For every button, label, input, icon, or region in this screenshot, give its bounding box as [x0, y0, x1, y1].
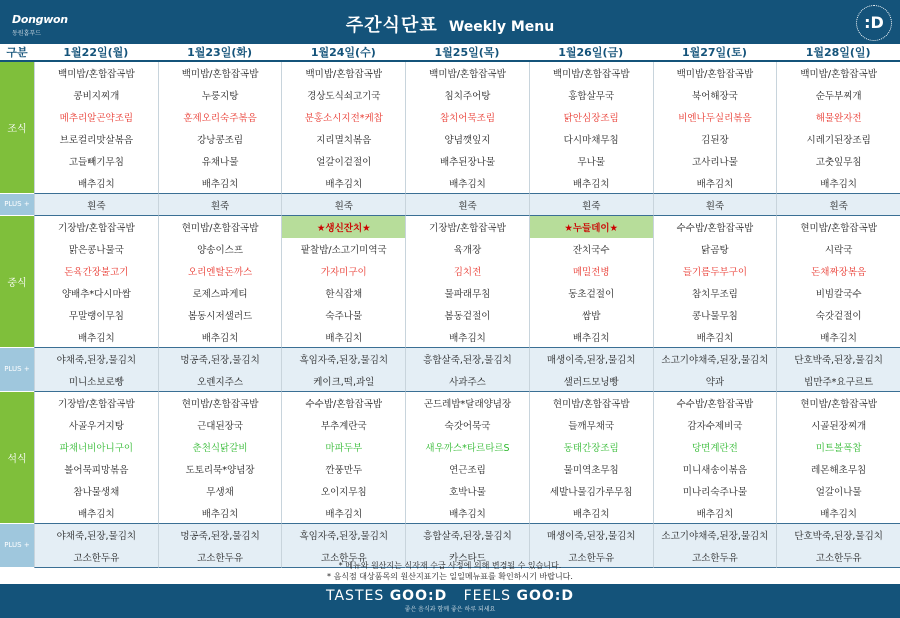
menu-item: 백미밥/혼합잡곡밥: [158, 62, 282, 84]
menu-item: 미니소보로빵: [34, 370, 158, 392]
menu-item: 맑은콩나물국: [34, 238, 158, 260]
slogan-word: GOO:D: [389, 588, 448, 604]
menu-item: 흰죽: [158, 194, 282, 216]
menu-item: 배추김치: [281, 502, 405, 524]
menu-item: 브로컬리맛살볶음: [34, 128, 158, 150]
menu-item: 양념깻잎지: [405, 128, 529, 150]
menu-item: 배추김치: [158, 326, 282, 348]
menu-item: 순두부찌개: [776, 84, 900, 106]
menu-item: 수수밥/혼합잡곡밥: [281, 392, 405, 414]
menu-table: [0, 44, 900, 562]
menu-item: 배추김치: [653, 172, 777, 194]
menu-item: 배추김치: [405, 326, 529, 348]
menu-item: 수수밥/혼합잡곡밥: [653, 216, 777, 238]
menu-item: ★누들데이★: [529, 216, 653, 238]
menu-item: 곤드레밥*달래양념장: [405, 392, 529, 414]
menu-item: 배추김치: [34, 502, 158, 524]
menu-item: 깐풍만두: [281, 458, 405, 480]
menu-item: 백미밥/혼합잡곡밥: [653, 62, 777, 84]
menu-item: 고소한두유: [529, 546, 653, 568]
menu-item: 흰죽: [405, 194, 529, 216]
menu-item: 멍공죽,된장,물김치: [158, 524, 282, 546]
note-line: * 메뉴와 원산지는 식자재 수급 사정에 의해 변경될 수 있습니다.: [338, 561, 562, 570]
menu-item: 고소한두유: [653, 546, 777, 568]
menu-item: 얼갈이겉절이: [281, 150, 405, 172]
menu-item: 배추김치: [529, 502, 653, 524]
menu-item: 카스타드: [405, 546, 529, 568]
menu-item: 김된장: [653, 128, 777, 150]
menu-item: 수수밥/혼합잡곡밥: [653, 392, 777, 414]
menu-item: 양송이스프: [158, 238, 282, 260]
menu-item: 기장밥/혼합잡곡밥: [34, 392, 158, 414]
menu-item: 경상도식쇠고기국: [281, 84, 405, 106]
menu-item: 미나리숙주나물: [653, 480, 777, 502]
menu-item: 닭안심장조림: [529, 106, 653, 128]
menu-item: 가자미구이: [281, 260, 405, 282]
plus-label: PLUS +: [0, 348, 34, 392]
menu-item: 비빔칼국수: [776, 282, 900, 304]
menu-item: 배추김치: [405, 172, 529, 194]
menu-item: 배추김치: [776, 172, 900, 194]
menu-item: 메밀전병: [529, 260, 653, 282]
menu-item: 배추김치: [653, 502, 777, 524]
brand-sub: 동원홈푸드: [12, 30, 41, 37]
menu-item: 시레기된장조림: [776, 128, 900, 150]
menu-item: 배추김치: [158, 502, 282, 524]
menu-item: 닭곰탕: [653, 238, 777, 260]
good-badge-icon: :D: [856, 5, 892, 41]
menu-item: 흰죽: [653, 194, 777, 216]
menu-item: 흑임자죽,된장,물김치: [281, 524, 405, 546]
menu-item: 훈제오리숙주볶음: [158, 106, 282, 128]
menu-item: 사골우거지탕: [34, 414, 158, 436]
menu-item: 사과주스: [405, 370, 529, 392]
menu-item: 숙갓겉절이: [776, 304, 900, 326]
menu-item: 팥찰밥/소고기미역국: [281, 238, 405, 260]
day-header: 1월25일(목): [405, 44, 529, 62]
menu-item: 빕만주*요구르트: [776, 370, 900, 392]
menu-item: 배추김치: [776, 326, 900, 348]
menu-item: 참나물생채: [34, 480, 158, 502]
menu-item: 기장밥/혼합잡곡밥: [34, 216, 158, 238]
menu-item: 백미밥/혼합잡곡밥: [776, 62, 900, 84]
menu-item: 흥합살죽,된장,물김치: [405, 348, 529, 370]
menu-item: 배추김치: [653, 326, 777, 348]
slogan-sub: 좋은 음식과 함께 좋은 하루 되세요: [404, 606, 496, 613]
menu-item: 고들빼기무침: [34, 150, 158, 172]
brand-name: Dongwon: [12, 13, 68, 26]
menu-item: 현미밥/혼합잡곡밥: [158, 392, 282, 414]
notes: [0, 560, 900, 582]
menu-item: 물미역초무침: [529, 458, 653, 480]
menu-item: 배추김치: [34, 172, 158, 194]
meal-label: 조식: [0, 62, 34, 194]
menu-item: 배추김치: [776, 502, 900, 524]
menu-item: 흰죽: [281, 194, 405, 216]
menu-item: 참치어묵조림: [405, 106, 529, 128]
menu-item: 숙갓어묵국: [405, 414, 529, 436]
menu-item: 흑임자죽,된장,물김치: [281, 348, 405, 370]
note-line: * 음식점 대상품목의 원산지표기는 일일메뉴표를 확인하시기 바랍니다.: [327, 572, 573, 581]
menu-item: 메추리알곤약조림: [34, 106, 158, 128]
menu-item: 물파래무침: [405, 282, 529, 304]
menu-item: 단호박죽,된장,물김치: [776, 524, 900, 546]
menu-item: 미니새송이볶음: [653, 458, 777, 480]
menu-item: 부추계란국: [281, 414, 405, 436]
menu-item: 배추김치: [158, 172, 282, 194]
menu-item: 호박나물: [405, 480, 529, 502]
menu-item: 콩나물무침: [653, 304, 777, 326]
plus-label: PLUS +: [0, 194, 34, 216]
plus-label: PLUS +: [0, 524, 34, 568]
menu-item: 콩비지찌개: [34, 84, 158, 106]
menu-item: 도토리묵*양념장: [158, 458, 282, 480]
menu-item: 침치주어탕: [405, 84, 529, 106]
menu-item: 들깨무채국: [529, 414, 653, 436]
slogan-word: GOO:D: [516, 588, 574, 604]
slogan: [0, 584, 900, 604]
slogan-word: TASTES: [326, 588, 385, 604]
day-header: 1월26일(금): [529, 44, 653, 62]
menu-item: 참치무조림: [653, 282, 777, 304]
menu-item: 흰죽: [776, 194, 900, 216]
menu-item: 고소한두유: [34, 546, 158, 568]
menu-item: 동초겉절이: [529, 282, 653, 304]
menu-item: 볼어묵피망볶음: [34, 458, 158, 480]
menu-item: 마파두부: [281, 436, 405, 458]
menu-item: 얼갈이나물: [776, 480, 900, 502]
header-bar: [0, 0, 900, 44]
day-header: 1월23일(화): [158, 44, 282, 62]
menu-item: 소고기야채죽,된장,물김치: [653, 524, 777, 546]
menu-item: 흰죽: [529, 194, 653, 216]
menu-item: 시락국: [776, 238, 900, 260]
menu-item: 배추김치: [281, 172, 405, 194]
menu-item: 무말랭이무침: [34, 304, 158, 326]
menu-item: 배추김치: [281, 326, 405, 348]
menu-item: 근대된장국: [158, 414, 282, 436]
menu-item: 지리멸치볶음: [281, 128, 405, 150]
menu-item: 새우까스*타르타르S: [405, 436, 529, 458]
menu-item: 현미밥/혼합잡곡밥: [158, 216, 282, 238]
menu-item: 현미밥/혼합잡곡밥: [776, 216, 900, 238]
menu-item: 비엔나두실리볶음: [653, 106, 777, 128]
menu-item: 백미밥/혼합잡곡밥: [34, 62, 158, 84]
menu-item: 양배추*다시마쌈: [34, 282, 158, 304]
page-title: [0, 11, 900, 37]
menu-item: 강낭콩조림: [158, 128, 282, 150]
menu-item: 쌈밥: [529, 304, 653, 326]
menu-item: 매생이죽,된장,물김치: [529, 348, 653, 370]
category-header: 구분: [0, 44, 34, 62]
menu-item: 동태간장조림: [529, 436, 653, 458]
menu-item: 파채너비아니구이: [34, 436, 158, 458]
menu-item: 육개장: [405, 238, 529, 260]
menu-item: 야채죽,된장,물김치: [34, 524, 158, 546]
menu-item: 시골된장찌개: [776, 414, 900, 436]
menu-item: 무나물: [529, 150, 653, 172]
menu-item: 흰죽: [34, 194, 158, 216]
meal-label: 중식: [0, 216, 34, 348]
menu-item: 로제스파게티: [158, 282, 282, 304]
menu-item: 백미밥/혼합잡곡밥: [405, 62, 529, 84]
day-header: 1월24일(수): [281, 44, 405, 62]
menu-item: 멍공죽,된장,물김치: [158, 348, 282, 370]
day-header: 1월28일(일): [776, 44, 900, 62]
menu-item: 고춧잎무침: [776, 150, 900, 172]
slogan-word: FEELS: [463, 588, 511, 604]
meal-label: 석식: [0, 392, 34, 524]
menu-item: 케이크,떡,과일: [281, 370, 405, 392]
menu-item: 한식잡채: [281, 282, 405, 304]
menu-item: 야채죽,된장,물김치: [34, 348, 158, 370]
menu-item: 들기름두부구이: [653, 260, 777, 282]
menu-item: 누룽지탕: [158, 84, 282, 106]
menu-item: 잔치국수: [529, 238, 653, 260]
menu-item: 배추김치: [529, 326, 653, 348]
menu-item: 레몬해초무침: [776, 458, 900, 480]
menu-item: 오이지무침: [281, 480, 405, 502]
menu-item: 분홍소시지전*케찹: [281, 106, 405, 128]
menu-item: 고소한두유: [158, 546, 282, 568]
menu-item: 김치전: [405, 260, 529, 282]
menu-item: 돈육간장불고기: [34, 260, 158, 282]
menu-item: 단호박죽,된장,물김치: [776, 348, 900, 370]
menu-item: 배추김치: [405, 502, 529, 524]
menu-item: 약과: [653, 370, 777, 392]
menu-item: 고사리나물: [653, 150, 777, 172]
menu-item: 배추김치: [34, 326, 158, 348]
menu-item: 미트볼폭찹: [776, 436, 900, 458]
menu-item: 당면계란전: [653, 436, 777, 458]
menu-item: 고소한두유: [776, 546, 900, 568]
menu-item: 유채나물: [158, 150, 282, 172]
menu-item: 현미밥/혼합잡곡밥: [529, 392, 653, 414]
menu-item: 숙주나물: [281, 304, 405, 326]
menu-item: 해물완자전: [776, 106, 900, 128]
menu-item: 홍합살무국: [529, 84, 653, 106]
menu-item: 현미밥/혼합잡곡밥: [776, 392, 900, 414]
menu-item: 감자수제비국: [653, 414, 777, 436]
menu-item: 춘천식닭갈비: [158, 436, 282, 458]
menu-item: 무생채: [158, 480, 282, 502]
menu-item: 봄동겉절이: [405, 304, 529, 326]
menu-item: 샐러드모닝빵: [529, 370, 653, 392]
menu-item: 배추김치: [529, 172, 653, 194]
menu-item: 봄동시저샐러드: [158, 304, 282, 326]
menu-item: 세발나물김가루무침: [529, 480, 653, 502]
menu-item: 오렌지주스: [158, 370, 282, 392]
menu-item: 매생이죽,된장,물김치: [529, 524, 653, 546]
menu-item: 흥합살죽,된장,물김치: [405, 524, 529, 546]
title-korean: 주간식단표: [345, 15, 438, 36]
footer-bar: [0, 584, 900, 618]
menu-item: 연근조림: [405, 458, 529, 480]
menu-item: 백미밥/혼합잡곡밥: [529, 62, 653, 84]
menu-item: 배추된장나물: [405, 150, 529, 172]
menu-item: ★생신잔치★: [281, 216, 405, 238]
menu-item: 다시마채무침: [529, 128, 653, 150]
day-header: 1월22일(월): [34, 44, 158, 62]
title-english: Weekly Menu: [448, 19, 555, 35]
menu-item: 돈채짜장볶음: [776, 260, 900, 282]
menu-item: 소고기야채죽,된장,물김치: [653, 348, 777, 370]
menu-item: 기장밥/혼합잡곡밥: [405, 216, 529, 238]
menu-item: 백미밥/혼합잡곡밥: [281, 62, 405, 84]
day-header: 1월27일(토): [653, 44, 777, 62]
menu-item: 오리엔탈돈까스: [158, 260, 282, 282]
menu-item: 북어해장국: [653, 84, 777, 106]
menu-item: 고소한두유: [281, 546, 405, 568]
